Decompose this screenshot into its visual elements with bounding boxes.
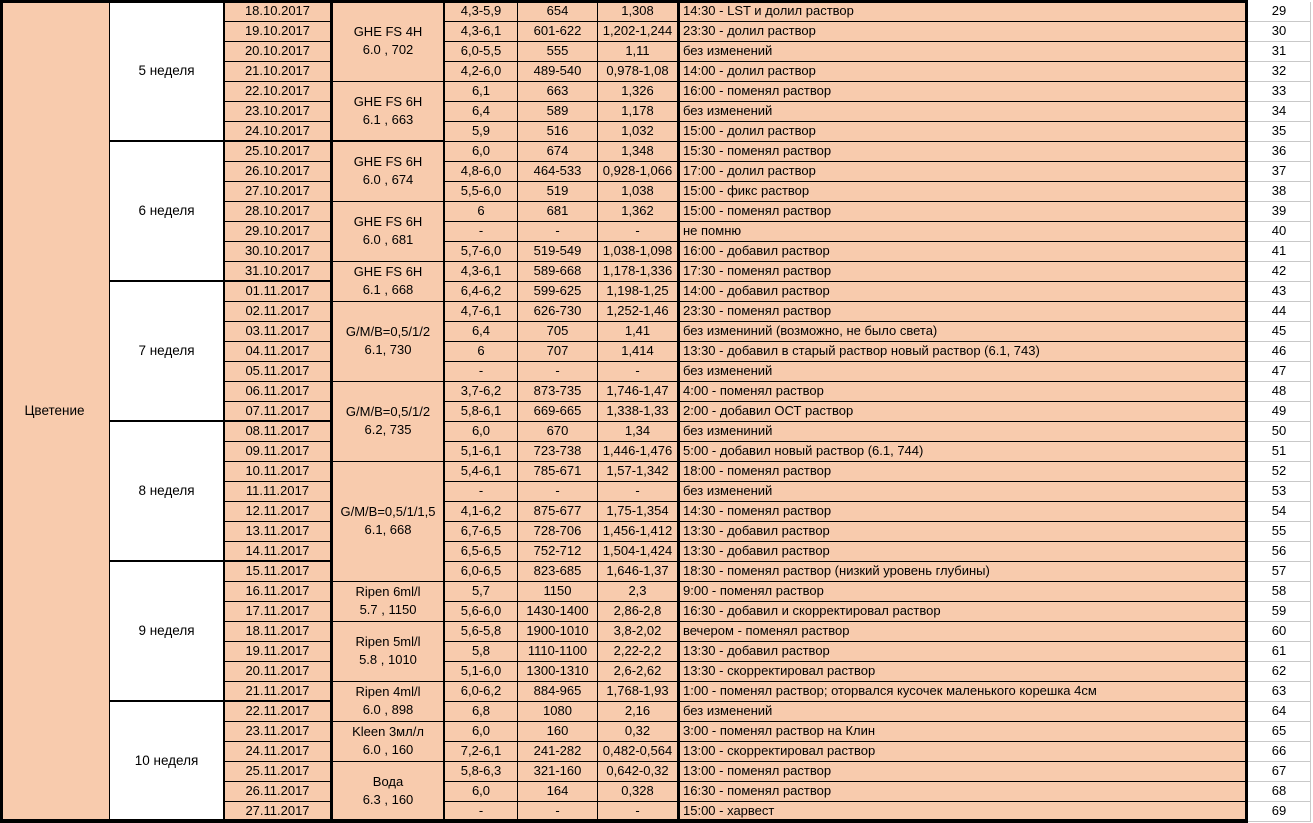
row-number-cell[interactable]: 61 [1248, 642, 1311, 662]
row-number-cell[interactable]: 56 [1248, 542, 1311, 562]
ppm-cell[interactable]: 707 [518, 342, 598, 362]
ec-cell[interactable]: - [598, 482, 680, 502]
row-number-cell[interactable]: 57 [1248, 562, 1311, 582]
ppm-cell[interactable]: - [518, 362, 598, 382]
date-cell[interactable]: 30.10.2017 [225, 242, 333, 262]
ppm-cell[interactable]: 728-706 [518, 522, 598, 542]
ppm-cell[interactable]: 599-625 [518, 282, 598, 302]
ppm-cell[interactable]: 884-965 [518, 682, 598, 702]
nutrient-cell[interactable] [333, 682, 445, 722]
ec-cell[interactable]: 1,57-1,342 [598, 462, 680, 482]
ec-cell[interactable]: 1,348 [598, 142, 680, 162]
ph-cell[interactable]: 6,4 [445, 322, 518, 342]
row-number-cell[interactable]: 69 [1248, 802, 1311, 822]
ph-cell[interactable]: - [445, 362, 518, 382]
ec-cell[interactable]: 1,11 [598, 42, 680, 62]
nutrient-params: 6.2, 735 [364, 422, 412, 437]
note-cell[interactable]: 13:30 - добавил раствор [680, 542, 1248, 562]
phase-cell[interactable]: Цветение [0, 2, 110, 819]
note-cell[interactable]: 15:00 - фикс раствор [680, 182, 1248, 202]
nutrient-name: Kleen 3мл/л [352, 724, 424, 740]
nutrient-params: 5.8 , 1010 [359, 652, 417, 667]
note-cell[interactable]: 15:00 - харвест [680, 802, 1248, 822]
nutrient-cell[interactable] [333, 382, 445, 462]
date-cell[interactable]: 22.11.2017 [225, 702, 333, 722]
note-cell[interactable]: 9:00 - поменял раствор [680, 582, 1248, 602]
date-cell[interactable]: 22.10.2017 [225, 82, 333, 102]
nutrient-params: 6.1 , 663 [362, 111, 414, 127]
ph-cell[interactable]: 6,4-6,2 [445, 282, 518, 302]
row-number-cell[interactable]: 58 [1248, 582, 1311, 602]
date-cell[interactable]: 29.10.2017 [225, 222, 333, 242]
date-cell[interactable]: 15.11.2017 [225, 562, 333, 582]
ph-cell[interactable]: 6,7-6,5 [445, 522, 518, 542]
row-number-cell[interactable]: 55 [1248, 522, 1311, 542]
ec-cell[interactable]: 1,178-1,336 [598, 262, 680, 282]
note-cell[interactable]: 18:30 - поменял раствор (низкий уровень глубины) [680, 562, 1248, 582]
ph-cell[interactable]: 7,2-6,1 [445, 742, 518, 762]
note-cell[interactable]: 13:00 - поменял раствор [680, 762, 1248, 782]
ppm-cell[interactable]: 674 [518, 142, 598, 162]
ec-cell[interactable]: 3,8-2,02 [598, 622, 680, 642]
ppm-cell[interactable]: 601-622 [518, 22, 598, 42]
note-cell[interactable]: 16:00 - поменял раствор [680, 82, 1248, 102]
row-number-cell[interactable]: 33 [1248, 82, 1311, 102]
date-cell[interactable]: 13.11.2017 [225, 522, 333, 542]
date-cell[interactable]: 11.11.2017 [225, 482, 333, 502]
ec-cell[interactable]: 2,6-2,62 [598, 662, 680, 682]
date-cell[interactable]: 14.11.2017 [225, 542, 333, 562]
ppm-cell[interactable]: 1300-1310 [518, 662, 598, 682]
note-cell[interactable]: без изменений [680, 482, 1248, 502]
ph-cell[interactable]: 6,1 [445, 82, 518, 102]
week-cell[interactable]: 5 неделя [110, 2, 225, 142]
note-cell[interactable]: 16:30 - поменял раствор [680, 782, 1248, 802]
ec-cell[interactable]: 1,75-1,354 [598, 502, 680, 522]
ph-cell[interactable]: 6 [445, 202, 518, 222]
nutrient-params: 6.0 , 702 [362, 42, 414, 57]
note-cell[interactable]: 15:30 - поменял раствор [680, 142, 1248, 162]
row-number-cell[interactable]: 47 [1248, 362, 1311, 382]
nutrient-cell[interactable] [333, 302, 445, 382]
date-cell[interactable]: 05.11.2017 [225, 362, 333, 382]
ec-cell[interactable]: 2,22-2,2 [598, 642, 680, 662]
date-cell[interactable]: 23.11.2017 [225, 722, 333, 742]
ec-cell[interactable]: 1,41 [598, 322, 680, 342]
ph-cell[interactable]: 4,7-6,1 [445, 302, 518, 322]
ph-cell[interactable]: 6,0 [445, 782, 518, 802]
ec-cell[interactable]: 1,178 [598, 102, 680, 122]
row-number-cell[interactable]: 35 [1248, 122, 1311, 142]
date-cell[interactable]: 25.10.2017 [225, 142, 333, 162]
row-number-cell[interactable]: 60 [1248, 622, 1311, 642]
nutrient-params: 6.0 , 898 [362, 702, 414, 717]
ppm-cell[interactable]: 160 [518, 722, 598, 742]
nutrient-name: G/M/B=0,5/1/2 [345, 404, 431, 420]
note-cell[interactable]: без измениний (возможно, не было света) [680, 322, 1248, 342]
ph-cell[interactable]: 5,4-6,1 [445, 462, 518, 482]
row-number-cell[interactable]: 34 [1248, 102, 1311, 122]
ph-cell[interactable]: 6,0-6,2 [445, 682, 518, 702]
note-cell[interactable]: 5:00 - добавил новый раствор (6.1, 744) [680, 442, 1248, 462]
ph-cell[interactable]: 5,7-6,0 [445, 242, 518, 262]
ph-cell[interactable]: 3,7-6,2 [445, 382, 518, 402]
row-number-cell[interactable]: 49 [1248, 402, 1311, 422]
ppm-cell[interactable]: 1430-1400 [518, 602, 598, 622]
date-cell[interactable]: 17.11.2017 [225, 602, 333, 622]
note-cell[interactable]: вечером - поменял раствор [680, 622, 1248, 642]
row-number-cell[interactable]: 64 [1248, 702, 1311, 722]
ph-cell[interactable]: 6,4 [445, 102, 518, 122]
date-cell[interactable]: 20.10.2017 [225, 42, 333, 62]
ph-cell[interactable]: 5,8-6,1 [445, 402, 518, 422]
nutrient-cell[interactable] [333, 582, 445, 622]
table-top-border [0, 0, 1248, 3]
ph-cell[interactable]: 6,0 [445, 722, 518, 742]
ph-cell[interactable]: 4,1-6,2 [445, 502, 518, 522]
ph-cell[interactable]: 6 [445, 342, 518, 362]
ph-cell[interactable]: - [445, 222, 518, 242]
ppm-cell[interactable]: 873-735 [518, 382, 598, 402]
ph-cell[interactable]: 4,3-5,9 [445, 2, 518, 22]
ph-cell[interactable]: 6,0-5,5 [445, 42, 518, 62]
ec-cell[interactable]: 0,328 [598, 782, 680, 802]
note-cell[interactable]: без измениний [680, 422, 1248, 442]
ppm-cell[interactable]: 723-738 [518, 442, 598, 462]
date-cell[interactable]: 04.11.2017 [225, 342, 333, 362]
row-number-cell[interactable]: 52 [1248, 462, 1311, 482]
nutrient-name: GHE FS 6H [353, 264, 423, 280]
date-cell[interactable]: 23.10.2017 [225, 102, 333, 122]
ppm-cell[interactable]: 555 [518, 42, 598, 62]
ec-cell[interactable]: 1,038-1,098 [598, 242, 680, 262]
note-cell[interactable]: 13:30 - добавил раствор [680, 522, 1248, 542]
date-cell[interactable]: 21.11.2017 [225, 682, 333, 702]
note-cell[interactable]: без изменений [680, 702, 1248, 722]
ec-cell[interactable]: - [598, 222, 680, 242]
date-cell[interactable]: 01.11.2017 [225, 282, 333, 302]
nutrient-name: GHE FS 4H [353, 24, 423, 40]
date-cell[interactable]: 24.10.2017 [225, 122, 333, 142]
note-cell[interactable]: 14:30 - LST и долил раствор [680, 2, 1248, 22]
ph-cell[interactable]: 6,0 [445, 142, 518, 162]
ph-cell[interactable]: 5,5-6,0 [445, 182, 518, 202]
note-cell[interactable]: 14:00 - добавил раствор [680, 282, 1248, 302]
ppm-cell[interactable]: 1900-1010 [518, 622, 598, 642]
nutrient-params: 6.1 , 668 [362, 282, 414, 297]
nutrient-cell[interactable] [333, 2, 445, 82]
ph-cell[interactable]: 4,3-6,1 [445, 22, 518, 42]
nutrient-name: GHE FS 6H [353, 154, 423, 170]
note-cell[interactable]: 23:30 - долил раствор [680, 22, 1248, 42]
nutrient-name: G/M/B=0,5/1/2 [345, 324, 431, 340]
ec-cell[interactable]: 2,3 [598, 582, 680, 602]
nutrient-params: 5.7 , 1150 [359, 602, 417, 617]
note-cell[interactable]: 14:30 - поменял раствор [680, 502, 1248, 522]
row-number-cell[interactable]: 50 [1248, 422, 1311, 442]
note-cell[interactable]: 14:00 - долил раствор [680, 62, 1248, 82]
ec-cell[interactable]: 1,414 [598, 342, 680, 362]
ph-cell[interactable]: 5,8 [445, 642, 518, 662]
ph-cell[interactable]: 5,6-5,8 [445, 622, 518, 642]
ppm-cell[interactable]: 489-540 [518, 62, 598, 82]
ec-cell[interactable]: 0,978-1,08 [598, 62, 680, 82]
row-number-cell[interactable]: 65 [1248, 722, 1311, 742]
row-number-cell[interactable]: 63 [1248, 682, 1311, 702]
ph-cell[interactable]: 4,8-6,0 [445, 162, 518, 182]
ppm-cell[interactable]: 589 [518, 102, 598, 122]
ppm-cell[interactable]: 669-665 [518, 402, 598, 422]
ppm-cell[interactable]: 1110-1100 [518, 642, 598, 662]
date-cell[interactable]: 12.11.2017 [225, 502, 333, 522]
note-cell[interactable]: без изменений [680, 362, 1248, 382]
row-number-cell[interactable]: 43 [1248, 282, 1311, 302]
ppm-cell[interactable]: 164 [518, 782, 598, 802]
ph-cell[interactable]: 5,7 [445, 582, 518, 602]
ph-cell[interactable]: 5,9 [445, 122, 518, 142]
note-cell[interactable]: 17:30 - поменял раствор [680, 262, 1248, 282]
row-number-cell[interactable]: 40 [1248, 222, 1311, 242]
date-cell[interactable]: 21.10.2017 [225, 62, 333, 82]
note-cell[interactable]: 17:00 - долил раствор [680, 162, 1248, 182]
date-cell[interactable]: 03.11.2017 [225, 322, 333, 342]
nutrient-cell[interactable] [333, 762, 445, 822]
row-number-cell[interactable]: 46 [1248, 342, 1311, 362]
date-cell[interactable]: 16.11.2017 [225, 582, 333, 602]
ec-cell[interactable]: - [598, 802, 680, 822]
note-cell[interactable]: 1:00 - поменял раствор; оторвался кусочек маленького корешка 4см [680, 682, 1248, 702]
nutrient-name: Ripen 6ml/l [355, 584, 421, 600]
ph-cell[interactable]: 5,6-6,0 [445, 602, 518, 622]
nutrient-cell[interactable] [333, 622, 445, 682]
ec-cell[interactable]: 1,456-1,412 [598, 522, 680, 542]
ph-cell[interactable]: - [445, 802, 518, 822]
ec-cell[interactable]: 2,86-2,8 [598, 602, 680, 622]
note-cell[interactable]: 2:00 - добавил ОСТ раствор [680, 402, 1248, 422]
row-number-cell[interactable]: 38 [1248, 182, 1311, 202]
week-cell[interactable]: 6 неделя [110, 142, 225, 282]
date-cell[interactable]: 25.11.2017 [225, 762, 333, 782]
row-number-cell[interactable]: 66 [1248, 742, 1311, 762]
row-number-cell[interactable]: 44 [1248, 302, 1311, 322]
row-number-cell[interactable]: 45 [1248, 322, 1311, 342]
nutrient-cell[interactable] [333, 262, 445, 302]
note-cell[interactable]: 18:00 - поменял раствор [680, 462, 1248, 482]
nutrient-params: 6.1, 730 [364, 342, 412, 357]
ec-cell[interactable]: 0,32 [598, 722, 680, 742]
week-cell[interactable]: 7 неделя [110, 282, 225, 422]
ec-cell[interactable]: 2,16 [598, 702, 680, 722]
ppm-cell[interactable]: - [518, 802, 598, 822]
note-cell[interactable]: 15:00 - поменял раствор [680, 202, 1248, 222]
row-number-cell[interactable]: 29 [1248, 2, 1311, 22]
note-cell[interactable]: 3:00 - поменял раствор на Клин [680, 722, 1248, 742]
ppm-cell[interactable]: 823-685 [518, 562, 598, 582]
ph-cell[interactable]: 6,0 [445, 422, 518, 442]
ec-cell[interactable]: 1,038 [598, 182, 680, 202]
date-cell[interactable]: 19.10.2017 [225, 22, 333, 42]
ppm-cell[interactable]: 589-668 [518, 262, 598, 282]
week-cell[interactable]: 10 неделя [110, 702, 225, 822]
nutrient-params: 6.1, 668 [364, 522, 412, 537]
note-cell[interactable]: 13:30 - добавил раствор [680, 642, 1248, 662]
ppm-cell[interactable]: - [518, 222, 598, 242]
ph-cell[interactable]: - [445, 482, 518, 502]
nutrient-cell[interactable] [333, 202, 445, 262]
date-cell[interactable]: 31.10.2017 [225, 262, 333, 282]
ec-cell[interactable]: 0,928-1,066 [598, 162, 680, 182]
row-number-cell[interactable]: 37 [1248, 162, 1311, 182]
row-number-cell[interactable]: 41 [1248, 242, 1311, 262]
ph-cell[interactable]: 5,1-6,1 [445, 442, 518, 462]
row-number-cell[interactable]: 36 [1248, 142, 1311, 162]
note-cell[interactable]: без изменений [680, 42, 1248, 62]
note-cell[interactable]: 23:30 - поменял раствор [680, 302, 1248, 322]
date-cell[interactable]: 20.11.2017 [225, 662, 333, 682]
ec-cell[interactable]: 1,446-1,476 [598, 442, 680, 462]
nutrient-name: Ripen 4ml/l [355, 684, 421, 700]
ec-cell[interactable]: 1,34 [598, 422, 680, 442]
ppm-cell[interactable]: 1080 [518, 702, 598, 722]
nutrient-params: 6.0 , 674 [362, 172, 414, 187]
week-cell[interactable]: 9 неделя [110, 562, 225, 702]
ppm-cell[interactable]: 681 [518, 202, 598, 222]
ppm-cell[interactable]: 875-677 [518, 502, 598, 522]
ec-cell[interactable]: 1,504-1,424 [598, 542, 680, 562]
ec-cell[interactable]: 0,642-0,32 [598, 762, 680, 782]
nutrient-name: GHE FS 6H [353, 214, 423, 230]
ppm-cell[interactable]: 663 [518, 82, 598, 102]
ph-cell[interactable]: 6,0-6,5 [445, 562, 518, 582]
ppm-cell[interactable]: 321-160 [518, 762, 598, 782]
ec-cell[interactable]: 1,646-1,37 [598, 562, 680, 582]
ppm-cell[interactable]: 1150 [518, 582, 598, 602]
ec-cell[interactable]: 1,252-1,46 [598, 302, 680, 322]
ec-cell[interactable]: 0,482-0,564 [598, 742, 680, 762]
ph-cell[interactable]: 4,2-6,0 [445, 62, 518, 82]
ppm-cell[interactable]: 705 [518, 322, 598, 342]
row-number-cell[interactable]: 53 [1248, 482, 1311, 502]
ppm-cell[interactable]: 785-671 [518, 462, 598, 482]
note-cell[interactable]: 13:30 - скорректировал раствор [680, 662, 1248, 682]
nutrient-name: GHE FS 6H [353, 93, 423, 109]
note-cell[interactable]: 13:00 - скорректировал раствор [680, 742, 1248, 762]
nutrient-name: Вода [372, 773, 404, 789]
nutrient-params: 6.3 , 160 [362, 791, 414, 807]
ec-cell[interactable]: 1,308 [598, 2, 680, 22]
ec-cell[interactable]: 1,032 [598, 122, 680, 142]
ppm-cell[interactable]: 654 [518, 2, 598, 22]
row-number-cell[interactable]: 39 [1248, 202, 1311, 222]
ppm-cell[interactable]: 519 [518, 182, 598, 202]
date-cell[interactable]: 06.11.2017 [225, 382, 333, 402]
ec-cell[interactable]: 1,326 [598, 82, 680, 102]
date-cell[interactable]: 08.11.2017 [225, 422, 333, 442]
row-number-cell[interactable]: 62 [1248, 662, 1311, 682]
ppm-cell[interactable]: - [518, 482, 598, 502]
date-cell[interactable]: 18.10.2017 [225, 2, 333, 22]
row-number-cell[interactable]: 32 [1248, 62, 1311, 82]
nutrient-cell[interactable] [333, 142, 445, 202]
ph-cell[interactable]: 5,1-6,0 [445, 662, 518, 682]
row-number-cell[interactable]: 48 [1248, 382, 1311, 402]
date-cell[interactable]: 24.11.2017 [225, 742, 333, 762]
note-cell[interactable]: 16:30 - добавил и скорректировал раствор [680, 602, 1248, 622]
row-number-cell[interactable]: 51 [1248, 442, 1311, 462]
row-number-cell[interactable]: 42 [1248, 262, 1311, 282]
ec-cell[interactable]: 1,746-1,47 [598, 382, 680, 402]
table-bottom-border [0, 819, 1248, 823]
nutrient-params: 6.0 , 681 [362, 232, 414, 247]
date-cell[interactable]: 09.11.2017 [225, 442, 333, 462]
ppm-cell[interactable]: 626-730 [518, 302, 598, 322]
week-cell[interactable]: 8 неделя [110, 422, 225, 562]
note-cell[interactable]: 4:00 - поменял раствор [680, 382, 1248, 402]
row-number-cell[interactable]: 31 [1248, 42, 1311, 62]
ph-cell[interactable]: 6,8 [445, 702, 518, 722]
row-number-cell[interactable]: 54 [1248, 502, 1311, 522]
date-cell[interactable]: 19.11.2017 [225, 642, 333, 662]
ec-cell[interactable]: 1,198-1,25 [598, 282, 680, 302]
note-cell[interactable]: 16:00 - добавил раствор [680, 242, 1248, 262]
date-cell[interactable]: 27.11.2017 [225, 802, 333, 822]
nutrient-name: Ripen 5ml/l [355, 634, 421, 650]
date-cell[interactable]: 26.11.2017 [225, 782, 333, 802]
ppm-cell[interactable]: 241-282 [518, 742, 598, 762]
row-number-cell[interactable]: 67 [1248, 762, 1311, 782]
ppm-cell[interactable]: 464-533 [518, 162, 598, 182]
note-cell[interactable]: не помню [680, 222, 1248, 242]
nutrient-cell[interactable] [333, 462, 445, 582]
ppm-cell[interactable]: 752-712 [518, 542, 598, 562]
date-cell[interactable]: 07.11.2017 [225, 402, 333, 422]
ppm-cell[interactable]: 516 [518, 122, 598, 142]
ec-cell[interactable]: 1,338-1,33 [598, 402, 680, 422]
row-number-cell[interactable]: 30 [1248, 22, 1311, 42]
date-cell[interactable]: 26.10.2017 [225, 162, 333, 182]
date-cell[interactable]: 18.11.2017 [225, 622, 333, 642]
ppm-cell[interactable]: 670 [518, 422, 598, 442]
ec-cell[interactable]: 1,362 [598, 202, 680, 222]
nutrient-cell[interactable] [333, 82, 445, 142]
date-cell[interactable]: 02.11.2017 [225, 302, 333, 322]
note-cell[interactable]: без изменений [680, 102, 1248, 122]
note-cell[interactable]: 15:00 - долил раствор [680, 122, 1248, 142]
ec-cell[interactable]: 1,202-1,244 [598, 22, 680, 42]
date-cell[interactable]: 10.11.2017 [225, 462, 333, 482]
table-left-border [0, 0, 3, 822]
ph-cell[interactable]: 5,8-6,3 [445, 762, 518, 782]
nutrient-cell[interactable] [333, 722, 445, 762]
row-number-cell[interactable]: 59 [1248, 602, 1311, 622]
ec-cell[interactable]: 1,768-1,93 [598, 682, 680, 702]
ph-cell[interactable]: 6,5-6,5 [445, 542, 518, 562]
nutrient-params: 6.0 , 160 [362, 742, 414, 757]
ppm-cell[interactable]: 519-549 [518, 242, 598, 262]
ec-cell[interactable]: - [598, 362, 680, 382]
row-number-cell[interactable]: 68 [1248, 782, 1311, 802]
note-cell[interactable]: 13:30 - добавил в старый раствор новый раствор (6.1, 743) [680, 342, 1248, 362]
nutrient-name: G/M/B=0,5/1/1,5 [340, 504, 436, 520]
ph-cell[interactable]: 4,3-6,1 [445, 262, 518, 282]
date-cell[interactable]: 27.10.2017 [225, 182, 333, 202]
date-cell[interactable]: 28.10.2017 [225, 202, 333, 222]
